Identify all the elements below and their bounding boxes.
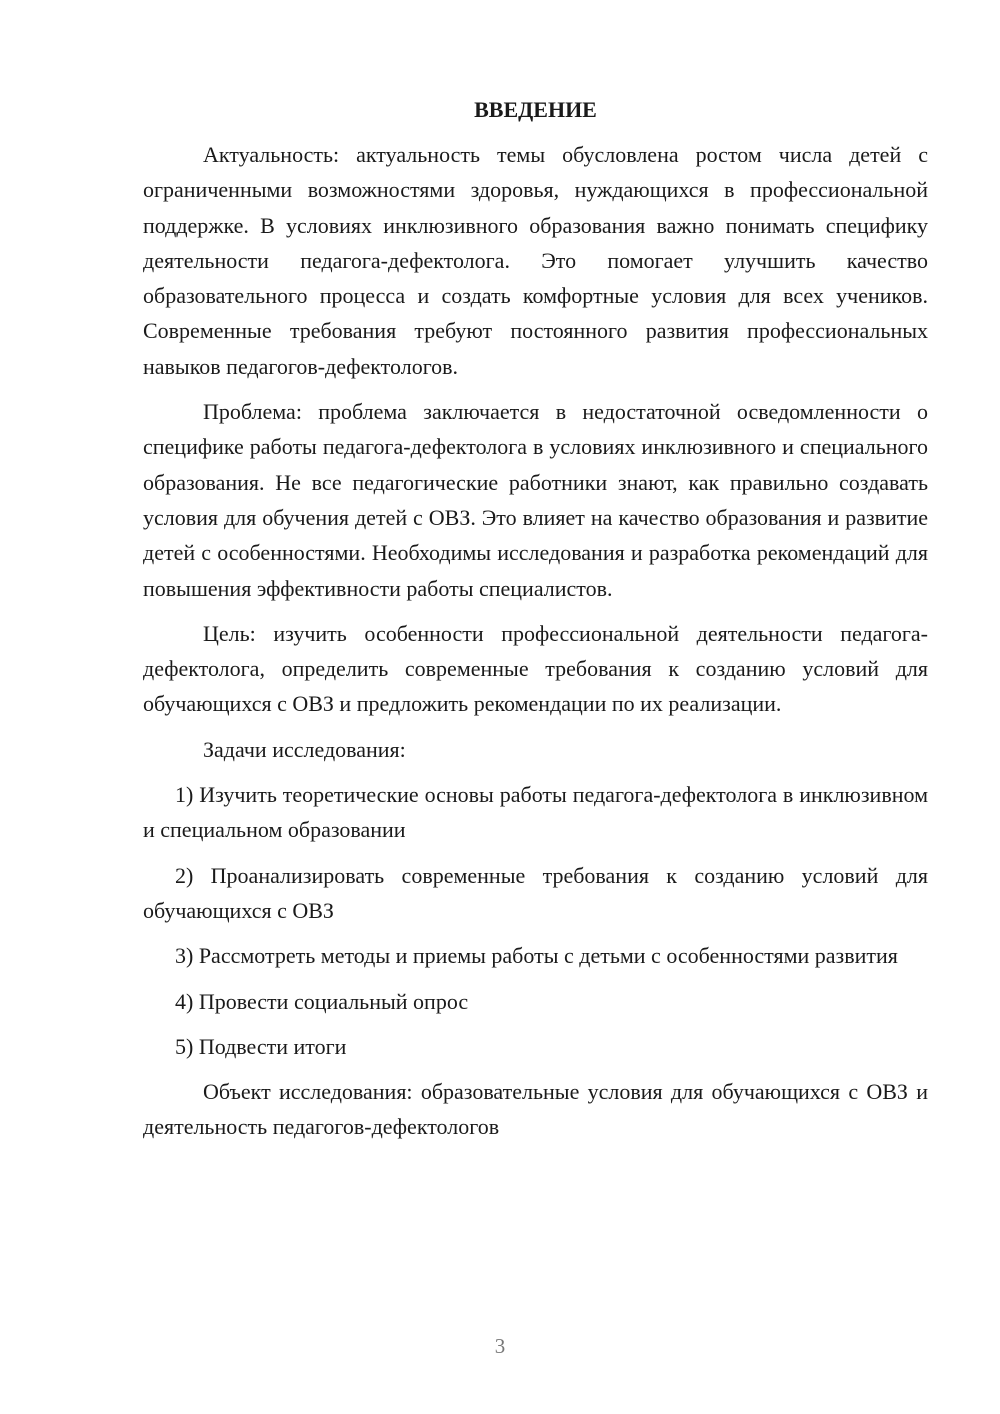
list-item: 5) Подвести итоги bbox=[175, 1033, 347, 1059]
list-item: 3) Рассмотреть методы и приемы работы с детьми с особенностями развития bbox=[175, 943, 898, 969]
list-item: 1) Изучить теоретические основы работы педагога-дефектолога в инклюзивном и специальном образовании bbox=[143, 782, 928, 843]
paragraph-goal: Цель: изучить особенности профессиональной деятельности педагога-дефектолога, определить современные требования к созданию условий для обучающихся с ОВЗ и предложить рекомендации по их реализации. bbox=[143, 620, 928, 717]
paragraph-object: Объект исследования: образовательные условия для обучающихся с ОВЗ и деятельность педагогов-дефектологов bbox=[143, 1079, 928, 1140]
paragraph-problem: Проблема: проблема заключается в недостаточной осведомленности о специфике работы педагога-дефектолога в условиях инклюзивного и специального образования. Не все педагогические работники знают, как правильно создавать условия для обучения детей с ОВЗ. Это влияет на качество образования и развитие детей с особенностями. Необходимы исследования и разработка рекомендаций для повышения эффективности работы специалистов. bbox=[143, 399, 928, 601]
tasks-list bbox=[143, 777, 928, 1064]
list-item: 4) Провести социальный опрос bbox=[175, 988, 469, 1014]
list-item: 2) Проанализировать современные требования к созданию условий для обучающихся с ОВЗ bbox=[143, 862, 928, 923]
section-title: ВВЕДЕНИЕ bbox=[474, 97, 597, 122]
paragraph-relevance: Актуальность: актуальность темы обусловлена ростом числа детей с ограниченными возможностями здоровья, нуждающихся в профессиональной поддержке. В условиях инклюзивного образования важно понимать специфику деятельности педагога-дефектолога. Это помогает улучшить качество образовательного процесса и создать комфортные условия для всех учеников. Современные требования требуют постоянного развития профессиональных навыков педагогов-дефектологов. bbox=[143, 142, 928, 379]
tasks-heading: Задачи исследования: bbox=[203, 736, 406, 762]
document-page bbox=[143, 95, 928, 1145]
page-number: 3 bbox=[494, 1334, 506, 1358]
